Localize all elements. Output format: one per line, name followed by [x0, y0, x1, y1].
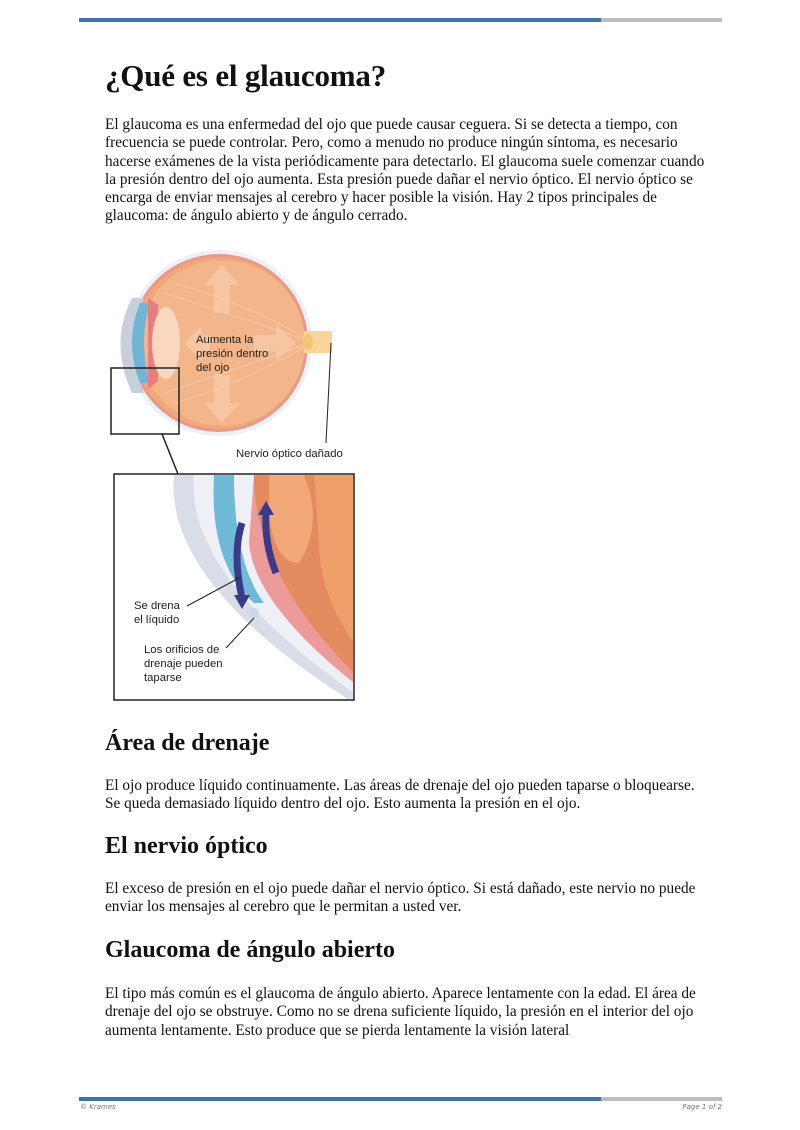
page-title: ¿Qué es el glaucoma?	[105, 58, 386, 93]
header-rule	[79, 18, 722, 22]
label-drain-line2: el líquido	[134, 614, 180, 626]
label-pressure-line2: presión dentro	[196, 348, 269, 360]
label-holes-line3: taparse	[144, 672, 182, 684]
label-holes-line1: Los orificios de	[144, 644, 220, 656]
footer-rule-accent	[79, 1097, 601, 1101]
intro-paragraph: El glaucoma es una enfermedad del ojo que puede causar ceguera. Si se detecta a tiempo, con frecuencia se puede controlar. Pero, como a menudo no produce ningún síntoma, es necesario hacerse exámenes de la vista periódicamente para detectarlo. El glaucoma suele comenzar cuando la presión dentro del ojo aumenta. Esta presión puede dañar el nervio óptico. El nervio óptico se encarga de enviar mensajes al cerebro y hacer posible la visión. Hay 2 tipos principales de glaucoma: de ángulo abierto y de ángulo cerrado.	[105, 116, 705, 225]
footer-rule	[79, 1097, 722, 1101]
drainage-angle-detail	[114, 474, 354, 703]
header-rule-accent	[79, 18, 601, 22]
header-rule-gray	[601, 18, 722, 22]
section-body-drainage: El ojo produce líquido continuamente. Las áreas de drenaje del ojo pueden taparse o bloquearse. Se queda demasiado líquido dentro del ojo. Esto aumenta la presión en el ojo.	[105, 777, 695, 813]
label-optic-nerve-damaged: Nervio óptico dañado	[236, 448, 343, 460]
label-pressure-line3: del ojo	[196, 362, 230, 374]
section-body-open-angle: El tipo más común es el glaucoma de ángulo abierto. Aparece lentamente con la edad. El área de drenaje del ojo se obstruye. Como no se drena suficiente líquido, la presión en el interior del ojo aumenta lentamente. Esto produce que se pierda lentamente la visión lateral	[105, 985, 696, 1039]
section-body-optic-nerve: El exceso de presión en el ojo puede dañar el nervio óptico. Si está dañado, este nervio no puede enviar los mensajes al cerebro que le permitan a usted ver.	[105, 880, 696, 916]
label-pressure-line1: Aumenta la	[196, 334, 254, 346]
footer-rule-gray	[601, 1097, 722, 1101]
label-holes-line2: drenaje pueden	[144, 658, 223, 670]
glaucoma-eye-illustration	[104, 243, 369, 703]
footer-copyright: © Krames	[80, 1103, 116, 1111]
section-heading-open-angle: Glaucoma de ángulo abierto	[105, 937, 396, 963]
label-drain-line1: Se drena	[134, 600, 180, 612]
footer-page-number: Page 1 of 2	[682, 1103, 722, 1111]
section-heading-drainage: Área de drenaje	[105, 730, 270, 756]
section-heading-optic-nerve: El nervio óptico	[105, 833, 268, 859]
zoom-connector-line	[162, 434, 178, 474]
eye-cross-section	[121, 250, 343, 460]
